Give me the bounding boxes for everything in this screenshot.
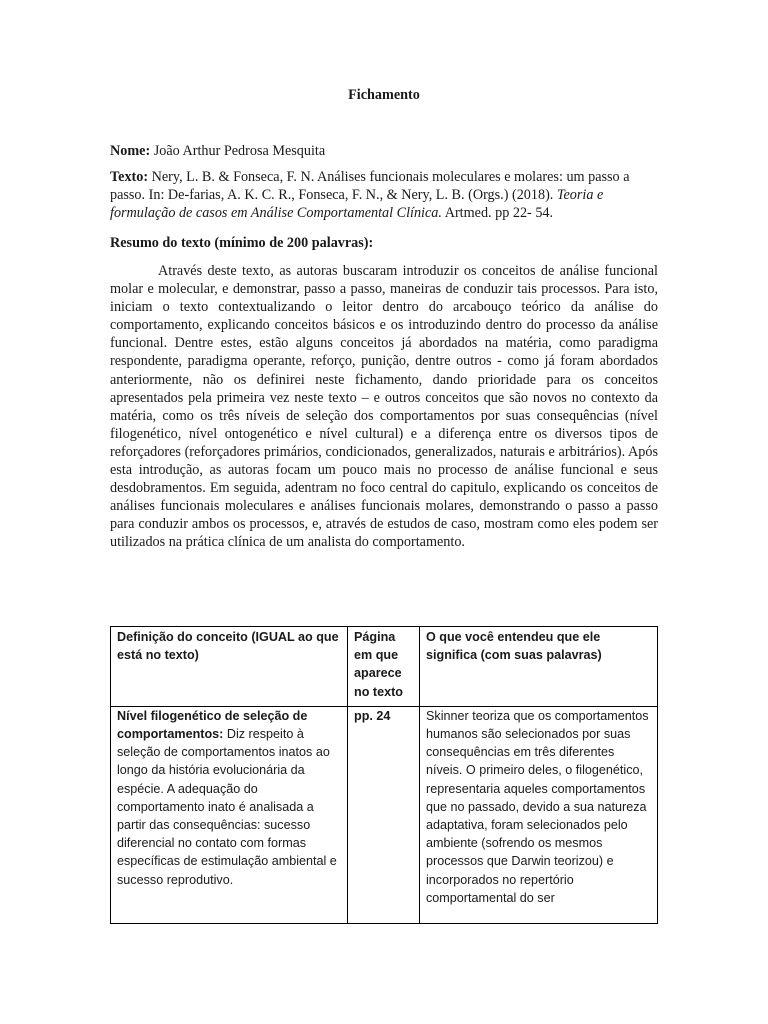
summary-body: Através deste texto, as autoras buscaram introduzir os conceitos de análise funcional molar e molecular, e demonstrar, passo a passo, maneiras de conduzir tais processos. Para isto, iniciam o texto contextualizando o leitor dentro do arcabouço teórico da análise do comportamento, explicando conceitos básicos e os introduzindo dentro do processo da análise funcional. Dentre estes, estão alguns conceitos já abordados na matéria, como paradigma respondente, paradigma operante, reforço, punição, dentre outros - como já foram abordados anteriormente, não os definirei neste fichamento, dando prioridade para os conceitos apresentados pela primeira vez neste texto – e outros conceitos que são novos no contexto da matéria, como os três níveis de seleção dos comportamentos por suas consequências (nível filogenético, nível ontogenético e nível cultural) e a diferença entre os diversos tipos de reforçadores (reforçadores primários, condicionados, generalizados, naturais e arbitrários). Após esta introdução, as autoras focam um pouco mais no processo de análise funcional e seus desdobramentos. Em seguida, adentram no foco central do capitulo, explicando os conceitos de análises funcionais moleculares e análises funcionais molares, demonstrando o passo a passo para conduzir ambos os processos, e, através de estudos de caso, mostram como eles podem ser utilizados na prática clínica de um analista do comportamento. (110, 263, 658, 551)
table-row (111, 706, 658, 923)
concepts-table (110, 626, 658, 924)
concept-definition-text: Diz respeito à seleção de comportamentos inatos ao longo da história evolucionária da espécie. A adequação do comportamento inato é analisada a partir das consequências: sucesso diferencial no contato com formas específicas de estimulação ambiental e sucesso reprodutivo. (117, 727, 337, 887)
text-reference (110, 168, 658, 222)
name-label: Nome: (110, 143, 151, 159)
text-ref-part1: Nery, L. B. & Fonseca, F. N. Análises funcionais moleculares e molares: um passo a passo. In: De-farias, A. K. C. R., Fonseca, F. N., & Nery, L. B. (Orgs.) (2018). (110, 169, 630, 203)
text-ref-part2: Artmed. pp 22- 54. (444, 205, 554, 221)
text-ref-book-title: Teoria e formulação de casos em Análise Comportamental Clínica. (110, 187, 604, 221)
header-page: Página em que aparece no texto (348, 627, 420, 707)
text-label: Texto: (110, 169, 149, 185)
header-concept-definition: Definição do conceito (IGUAL ao que está no texto) (111, 627, 348, 707)
document-title: Fichamento (348, 87, 420, 103)
student-name-line (110, 142, 658, 160)
header-understanding: O que você entendeu que ele significa (com suas palavras) (420, 627, 658, 707)
summary-heading: Resumo do texto (mínimo de 200 palavras): (110, 235, 374, 251)
concept-term: Nível filogenético de seleção de comportamentos: (117, 708, 308, 742)
understanding-cell (420, 706, 658, 923)
page-cell (348, 706, 420, 923)
concept-definition-cell (111, 706, 348, 923)
table-header-row (111, 627, 658, 707)
name-value: João Arthur Pedrosa Mesquita (153, 143, 326, 159)
page-reference: pp. 24 (354, 708, 391, 723)
understanding-text: Skinner teoriza que os comportamentos humanos são selecionados por suas consequências em três diferentes níveis. O primeiro deles, o filogenético, representaria aqueles comportamentos que no passado, devido a sua natureza adaptativa, foram selecionados pelo ambiente (sofrendo os mesmos processos que Darwin teorizou) e incorporados no repertório comportamental do ser (426, 708, 649, 905)
